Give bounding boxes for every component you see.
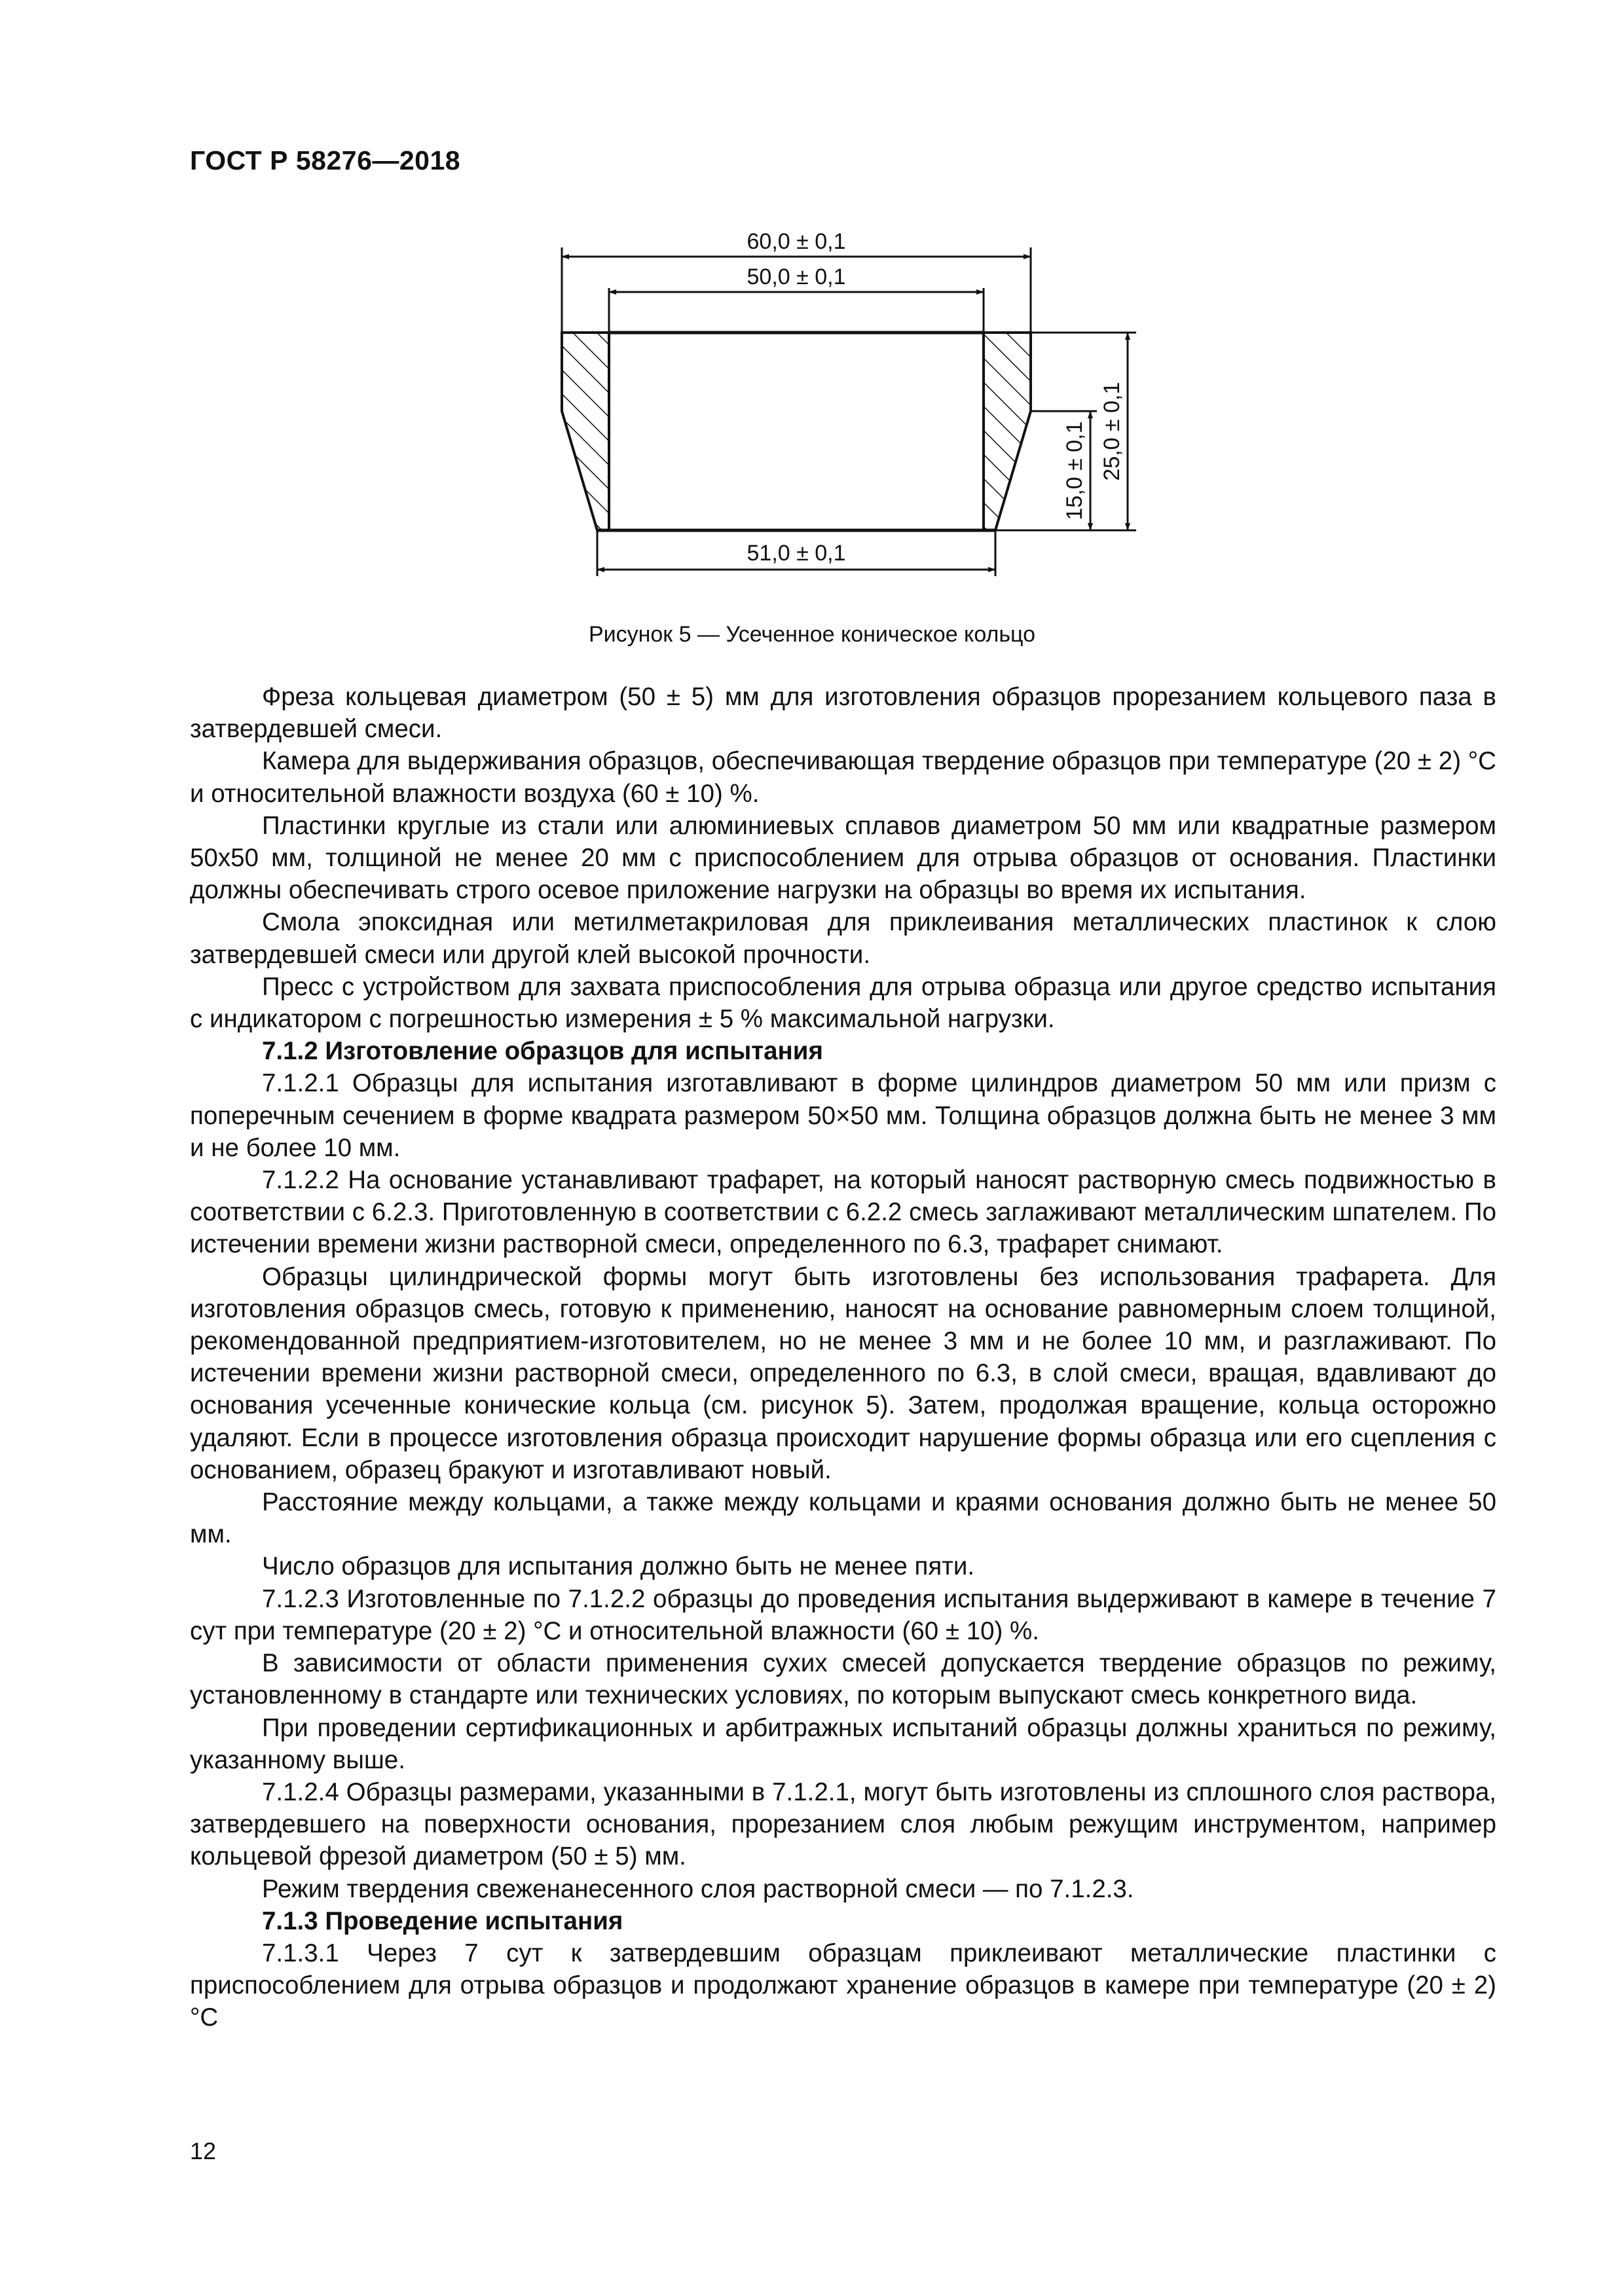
document-header: ГОСТ Р 58276—2018 — [190, 145, 461, 175]
dim-outer-top: 60,0 ± 0,1 — [747, 229, 846, 254]
paragraph: Расстояние между кольцами, а также между кольцами и краями основания должно быть не менее 50 мм. — [190, 1488, 1496, 1549]
paragraph: Смола эпоксидная или метилметакриловая для приклеивания металлических пластинок к слою затвердевшей смеси или другой клей высокой прочности. — [190, 908, 1496, 969]
paragraph: Режим твердения свеженанесенного слоя растворной смеси — по 7.1.2.3. — [262, 1874, 1134, 1903]
figure-caption: Рисунок 5 — Усеченное коническое кольцо — [588, 622, 1036, 647]
paragraph: Камера для выдерживания образцов, обеспечивающая твердение образцов при температуре (20 ± 2) °С и относительной влажности воздуха (60 ± 10) %. — [190, 747, 1496, 808]
paragraph: Число образцов для испытания должно быть не менее пяти. — [262, 1552, 975, 1581]
ring-drawing — [0, 0, 1624, 661]
paragraph: Пластинки круглые из стали или алюминиевых сплавов диаметром 50 мм или квадратные размером 50х50 мм, толщиной не менее 20 мм с приспособлением для отрыва образцов от основания. Пластинки должны обеспечивать строго осевое приложение нагрузки на образцы во время их испытания. — [190, 811, 1496, 905]
section-heading: 7.1.3 Проведение испытания — [262, 1906, 623, 1935]
dim-bottom: 51,0 ± 0,1 — [747, 541, 846, 566]
paragraph: 7.1.2.2 На основание устанавливают трафарет, на который наносят растворную смесь подвижностью в соответствии с 6.2.3. Приготовленную в соответствии с 6.2.2 смесь заглаживают металлическим шпателем. По истечении времени жизни растворной смеси, определенного по 6.3, трафарет снимают. — [190, 1166, 1496, 1259]
paragraph: В зависимости от области применения сухих смесей допускается твердение образцов по режиму, установленному в стандарте или технических условиях, по которым выпускают смесь конкретного вида. — [190, 1649, 1496, 1710]
ring-left-wall — [562, 333, 609, 530]
section-heading: 7.1.2 Изготовление образцов для испытания — [262, 1037, 823, 1066]
paragraph: 7.1.2.1 Образцы для испытания изготавливают в форме цилиндров диаметром 50 мм или призм с поперечным сечением в форме квадрата размером 50×50 мм. Толщина образцов должна быть не менее 3 мм и не более 10 мм. — [190, 1069, 1496, 1162]
page-number: 12 — [190, 2138, 217, 2164]
dim-height-outer: 25,0 ± 0,1 — [1099, 382, 1124, 481]
paragraph: 7.1.2.3 Изготовленные по 7.1.2.2 образцы до проведения испытания выдерживают в камере в течение 7 сут при температуре (20 ± 2) °С и относительной влажности (60 ± 10) %. — [190, 1584, 1496, 1645]
dim-height-inner: 15,0 ± 0,1 — [1062, 421, 1087, 520]
dim-inner-top: 50,0 ± 0,1 — [747, 264, 846, 289]
paragraph: При проведении сертификационных и арбитражных испытаний образцы должны храниться по режиму, указанному выше. — [190, 1713, 1496, 1774]
paragraph: Фреза кольцевая диаметром (50 ± 5) мм для изготовления образцов прорезанием кольцевого паза в затвердевшей смеси. — [190, 683, 1496, 744]
paragraph: 7.1.2.4 Образцы размерами, указанными в 7.1.2.1, могут быть изготовлены из сплошного слоя раствора, затвердевшего на поверхности основания, прорезанием слоя любым режущим инструментом, например кольцевой фрезой диаметром (50 ± 5) мм. — [190, 1777, 1496, 1871]
body-text — [190, 681, 1496, 2034]
paragraph: 7.1.3.1 Через 7 сут к затвердевшим образцам приклеивают металлические пластинки с приспособлением для отрыва образцов и продолжают хранение образцов в камере при температуре (20 ± 2) °С — [190, 1939, 1496, 2032]
paragraph: Образцы цилиндрической формы могут быть изготовлены без использования трафарета. Для изготовления образцов смесь, готовую к применению, наносят на основание равномерным слоем толщиной, рекомендованной предприятием-изготовителем, но не менее 3 мм и не более 10 мм, и разглаживают. По истечении времени жизни растворной смеси, определенного по 6.3, в слой смеси, вращая, вдавливают до основания усеченные конические кольца (см. рисунок 5). Затем, продолжая вращение, кольца осторожно удаляют. Если в процессе изготовления образца происходит нарушение формы образца или его сцепления с основанием, образец бракуют и изготавливают новый. — [190, 1262, 1496, 1484]
paragraph: Пресс с устройством для захвата приспособления для отрыва образца или другое средство испытания с индикатором с погрешностью измерения ± 5 % максимальной нагрузки. — [190, 972, 1496, 1034]
figure-truncated-conical-ring — [0, 0, 1624, 661]
ring-right-wall — [984, 333, 1031, 530]
